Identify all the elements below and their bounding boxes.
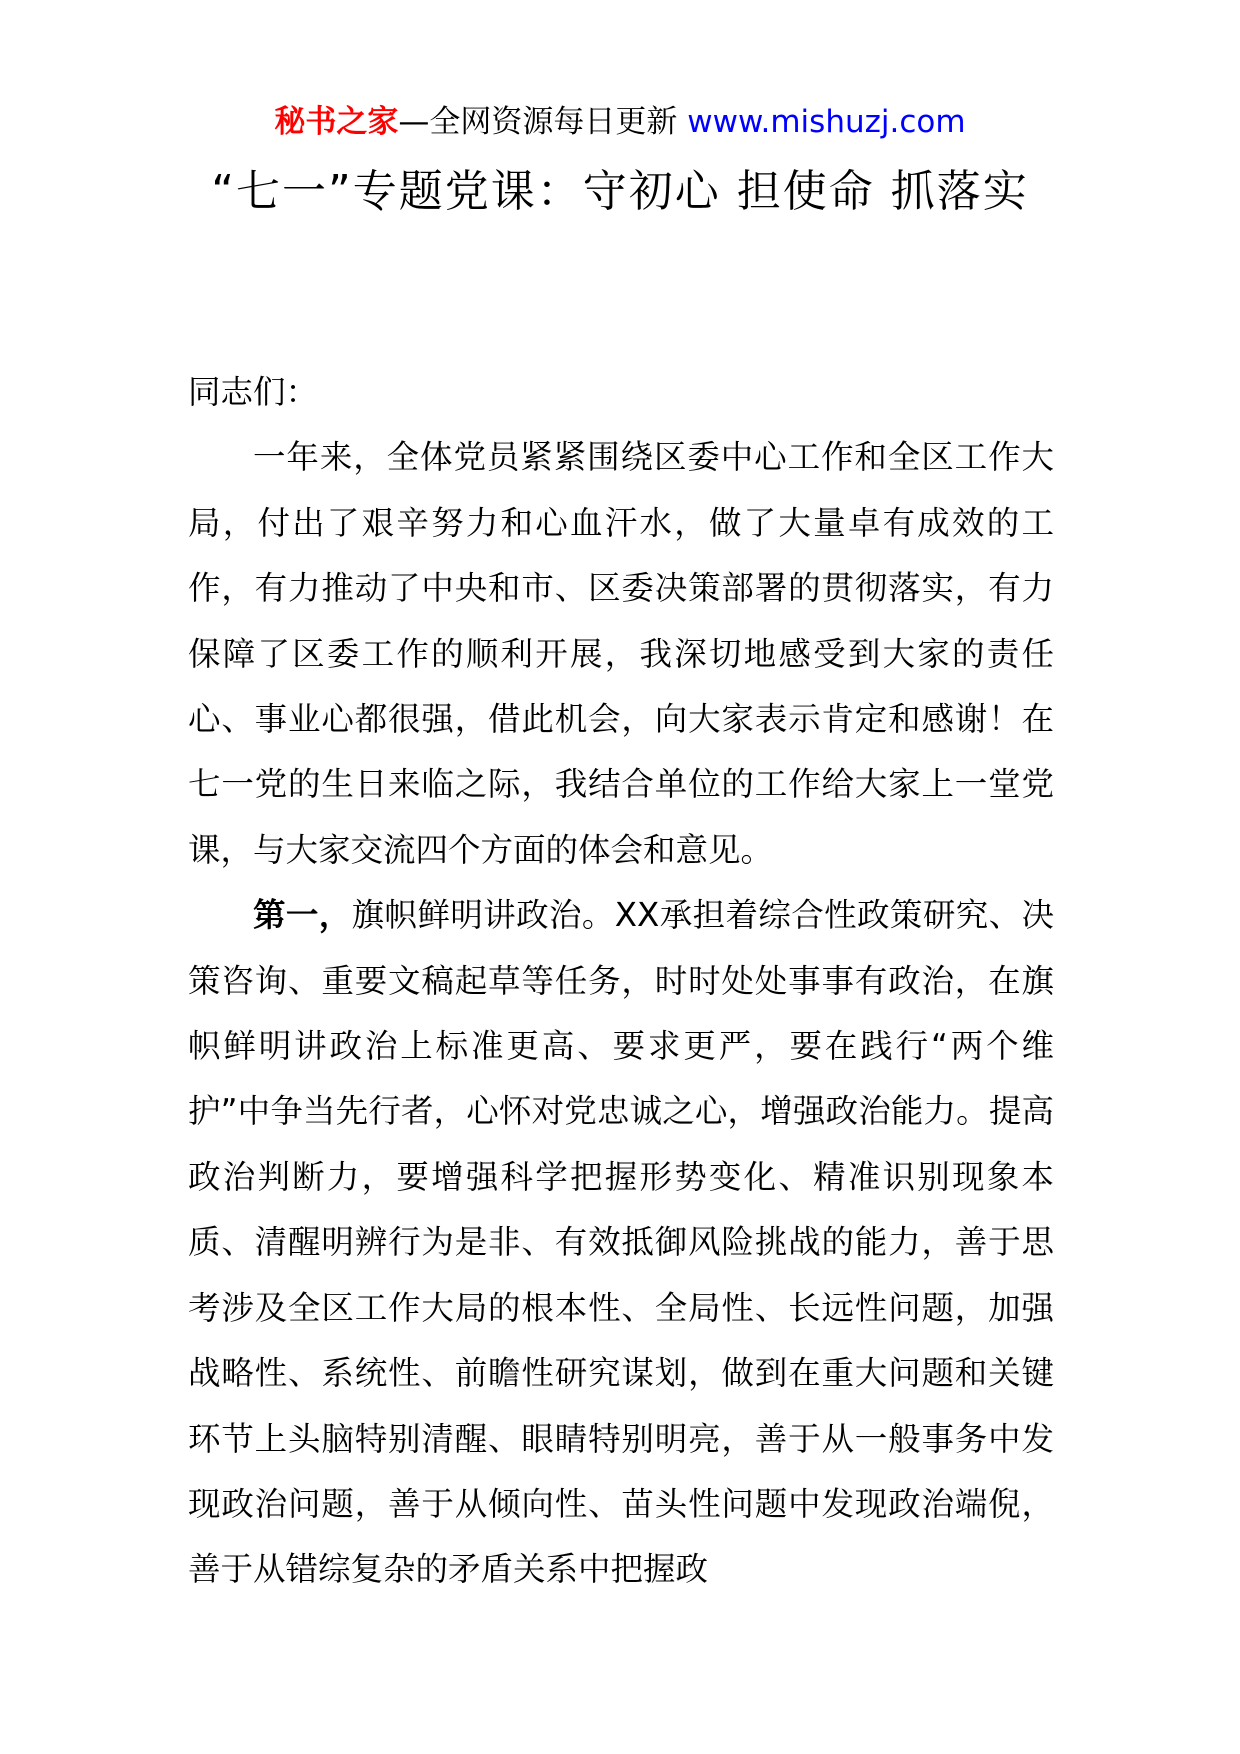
document-title: “七一”专题党课：守初心 担使命 抓落实 bbox=[211, 166, 1029, 217]
document-body bbox=[188, 360, 1054, 1603]
paragraph-intro bbox=[188, 425, 1054, 883]
paragraph-first-point bbox=[188, 883, 1054, 1602]
header-tagline: —全网资源每日更新 bbox=[398, 104, 688, 140]
salutation: 同志们： bbox=[188, 373, 319, 411]
brand-name: 秘书之家 bbox=[274, 104, 399, 140]
website-link[interactable]: www.mishuzj.com bbox=[687, 104, 966, 140]
paragraph-text: 旗帜鲜明讲政治。XX承担着综合性政策研究、决策咨询、重要文稿起草等任务，时时处处事事有政治，在旗帜鲜明讲政治上标准更高、要求更严，要在践行“两个维护”中争当先行者，心怀对党忠诚之心，增强政治能力。提高政治判断力，要增强科学把握形势变化、精准识别现象本质、清醒明辨行为是非、有效抵御风险挑战的能力，善于思考涉及全区工作大局的根本性、全局性、长远性问题，加强战略性、系统性、前瞻性研究谋划，做到在重大问题和关键环节上头脑特别清醒、眼睛特别明亮，善于从一般事务中发现政治问题，善于从倾向性、苗头性问题中发现政治端倪，善于从错综复杂的矛盾关系中把握政 bbox=[188, 896, 1054, 1589]
page-header bbox=[0, 100, 1240, 144]
paragraph-lead: 第一， bbox=[253, 896, 352, 935]
paragraph-text: 一年来，全体党员紧紧围绕区委中心工作和全区工作大局，付出了艰辛努力和心血汗水，做了大量卓有成效的工作，有力推动了中央和市、区委决策部署的贯彻落实，有力保障了区委工作的顺利开展，我深切地感受到大家的责任心、事业心都很强，借此机会，向大家表示肯定和感谢！在七一党的生日来临之际，我结合单位的工作给大家上一堂党课，与大家交流四个方面的体会和意见。 bbox=[188, 438, 1054, 869]
